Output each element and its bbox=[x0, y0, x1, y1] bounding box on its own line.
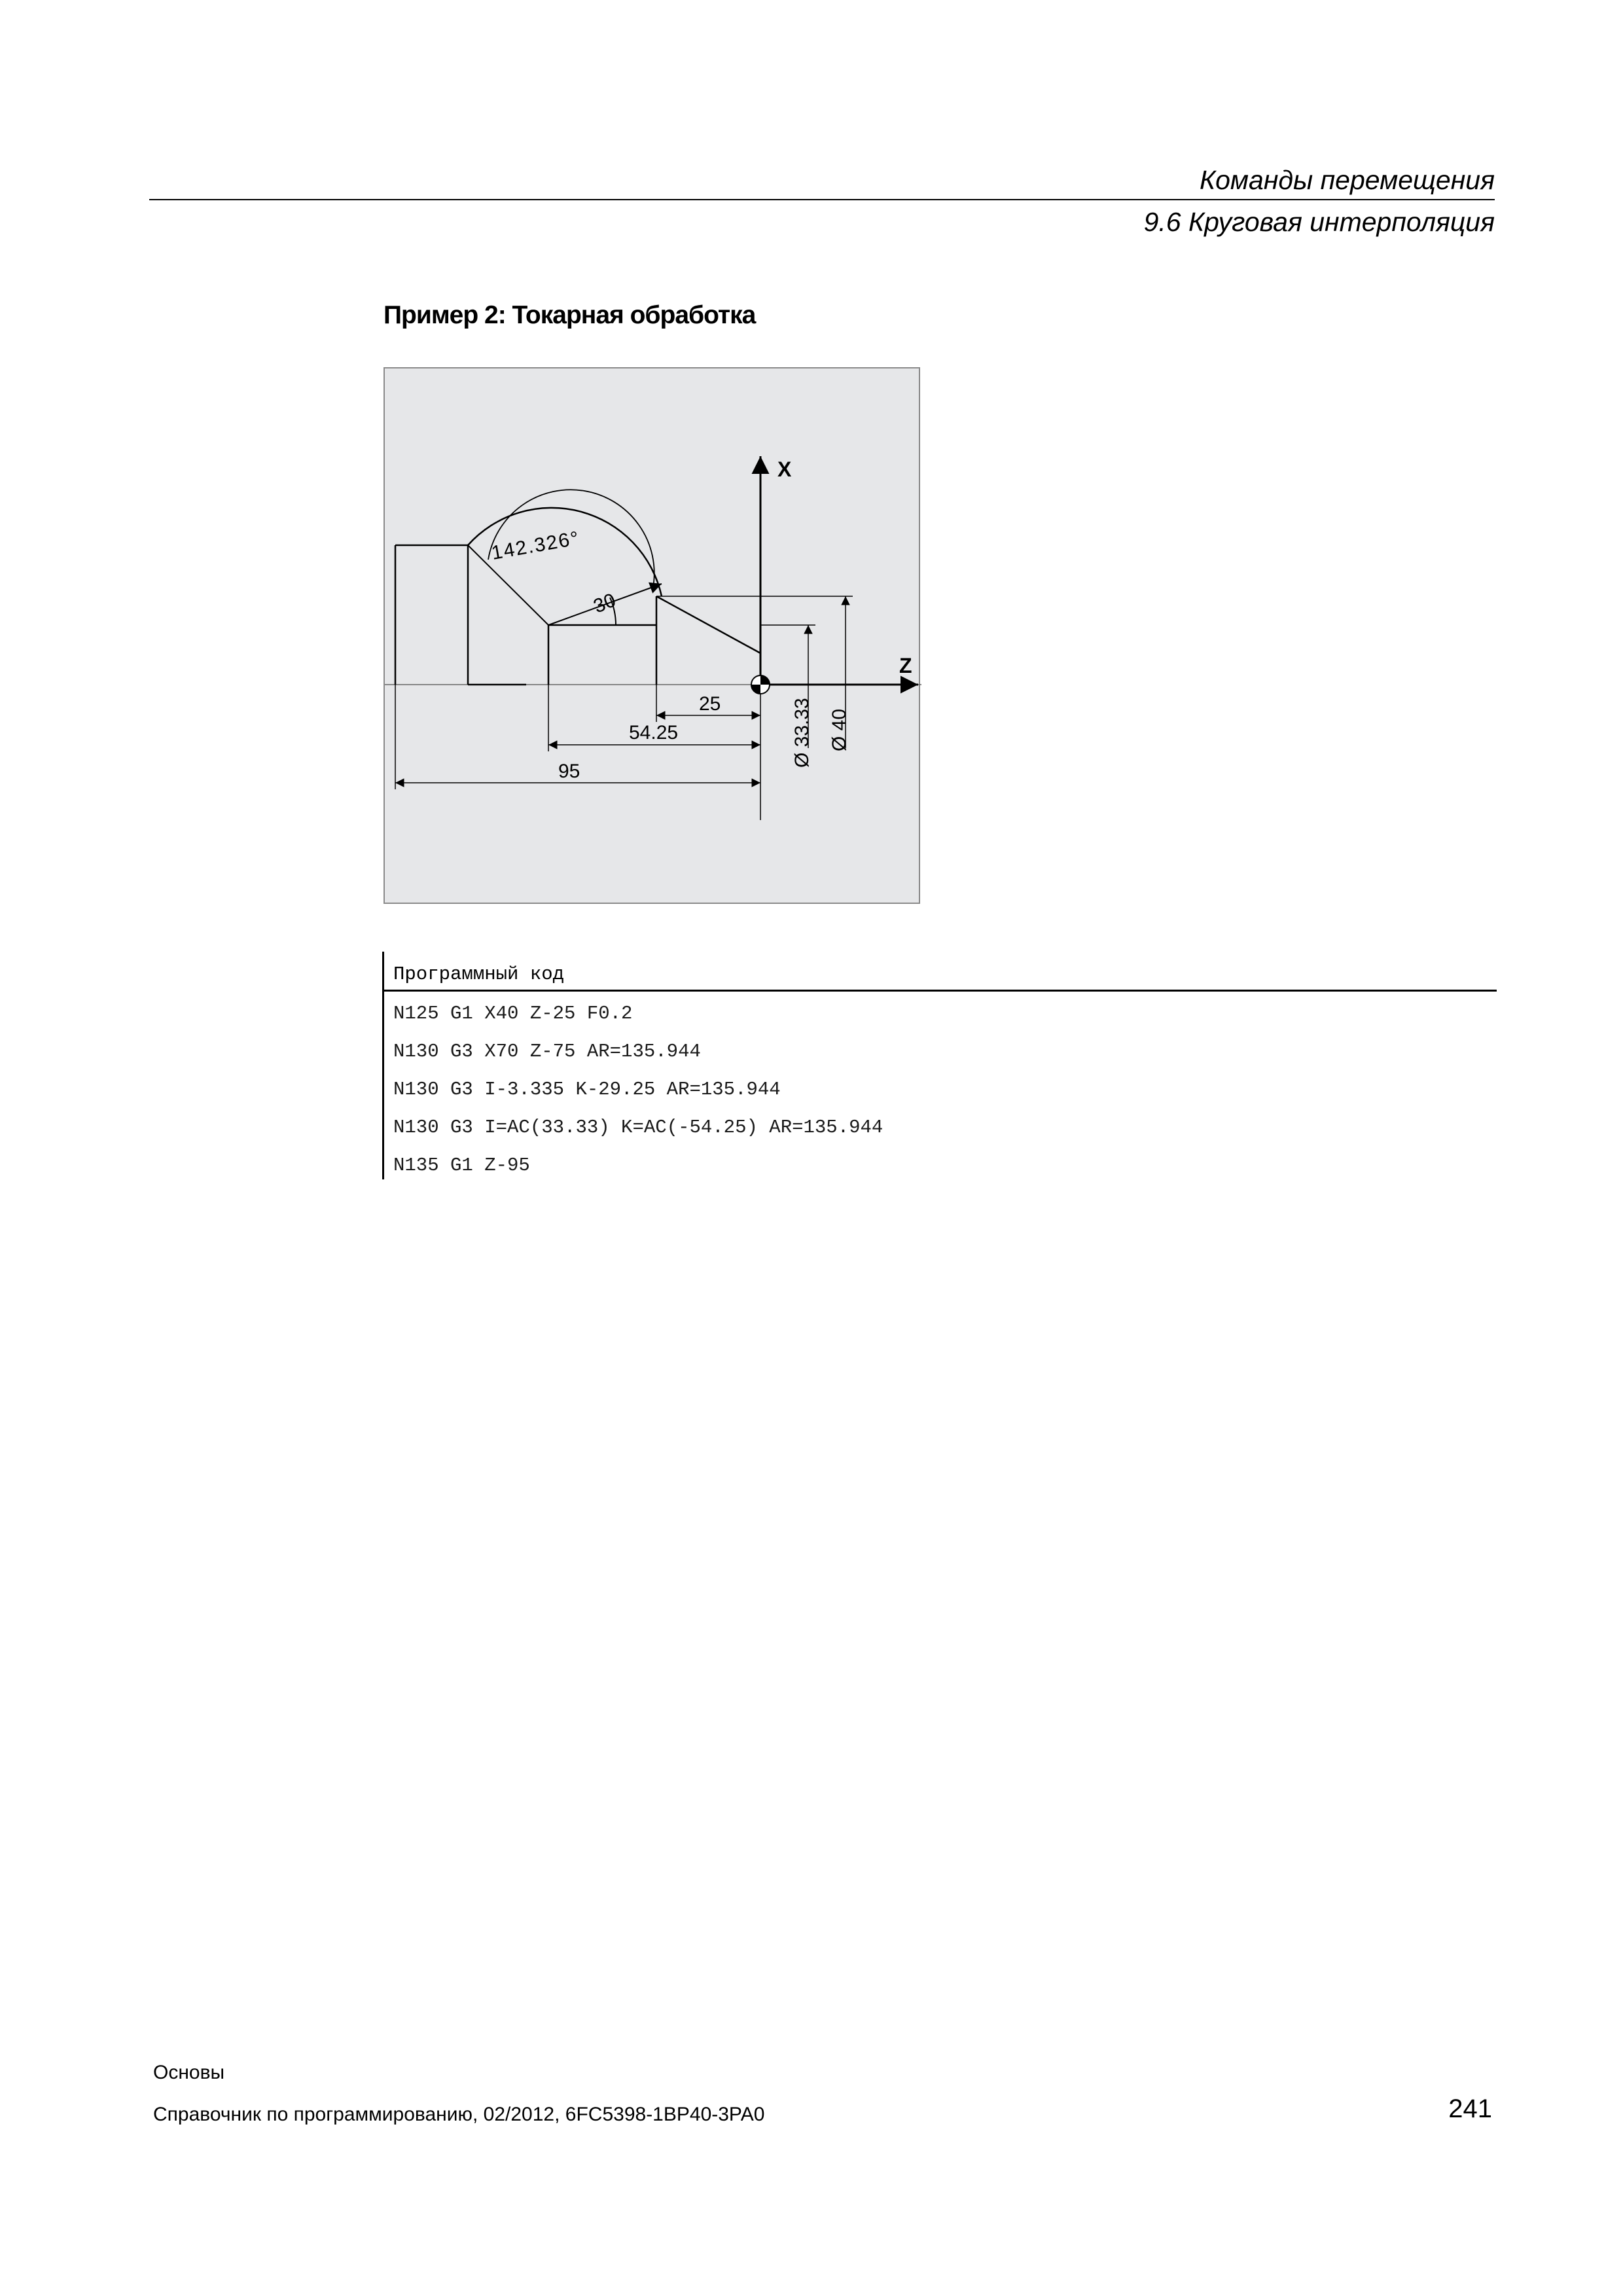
code-line: N135 G1 Z-95 bbox=[393, 1155, 530, 1176]
z-axis-label: Z bbox=[899, 654, 912, 677]
dim-25-label: 25 bbox=[699, 693, 721, 715]
origin-icon bbox=[751, 675, 770, 694]
dia-33-33-label: Ø 33.33 bbox=[791, 698, 813, 768]
code-header-rule bbox=[384, 990, 1497, 992]
diameter-dimensions bbox=[656, 596, 853, 748]
code-line: N125 G1 X40 Z-25 F0.2 bbox=[393, 1003, 633, 1024]
example-title: Пример 2: Токарная обработка bbox=[383, 301, 756, 329]
program-code-table bbox=[382, 952, 1497, 1179]
x-axis-label: X bbox=[777, 457, 792, 481]
page-number: 241 bbox=[1448, 2094, 1492, 2123]
header-section-title: 9.6 Круговая интерполяция bbox=[1143, 207, 1495, 237]
angle-label: 142.326° bbox=[490, 527, 582, 564]
turning-diagram bbox=[383, 367, 920, 904]
dia-40-label: Ø 40 bbox=[829, 708, 850, 751]
footer-manual-info: Справочник по программированию, 02/2012, 6FC5398-1BP40-3PA0 bbox=[153, 2104, 765, 2125]
code-line: N130 G3 I-3.335 K-29.25 AR=135.944 bbox=[393, 1079, 781, 1100]
header-rule bbox=[149, 199, 1495, 200]
code-table-header: Программный код bbox=[393, 963, 565, 985]
dim-54-25-label: 54.25 bbox=[629, 722, 679, 744]
turning-diagram-drawing bbox=[385, 368, 921, 905]
code-line: N130 G3 I=AC(33.33) K=AC(-54.25) AR=135.944 bbox=[393, 1117, 883, 1138]
dim-95-label: 95 bbox=[558, 761, 580, 782]
code-line: N130 G3 X70 Z-75 AR=135.944 bbox=[393, 1041, 701, 1062]
footer-book-title: Основы bbox=[153, 2062, 225, 2083]
header-chapter-title: Команды перемещения bbox=[1199, 165, 1495, 195]
radius-30-label: 30 bbox=[590, 589, 619, 618]
